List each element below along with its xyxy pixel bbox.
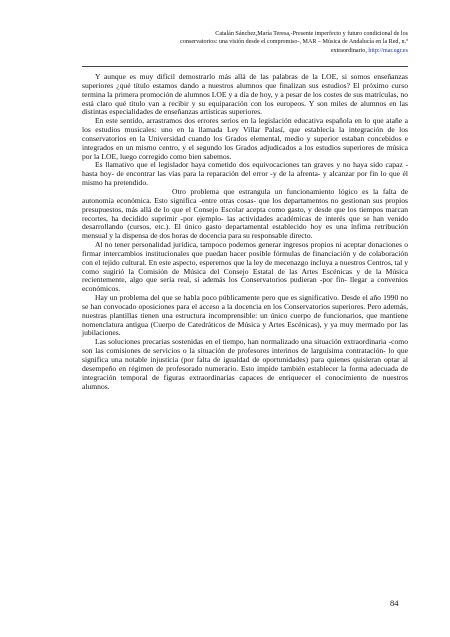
paragraph-4: Otro problema que estrangula un funcionamiento lógico es la falta de autonomía económica. Esto significa -entre otras cosas- que los departamentos no gestionan sus propios presupuestos, más allá de lo que el Consejo Escolar acepta como gasto, y desde que los tiempos marcan recortes, ha decidido suprimir -por ejemplo- las actividades académicas de interés que se han venido desarrollando (cursos, etc.). El único gasto departamental establecido hoy es una ínfima retribución mensual y la dispensa de dos horas de docencia para su responsable directo. — [82, 186, 408, 241]
paragraph-6: Hay un problema del que se habla poco públicamente pero que es significativo. Desde el año 1990 no se han convocado oposiciones para el acceso a la docencia en los Conservatorios superiores. Pero además, nuestras plantillas tienen una estructura incomprensible: un único cuerpo de funcionarios, que mantiene nomenclatura antigua (Cuerpo de Catedráticos de Música y Artes Escénicas), y ya muy mermado por las jubilaciones. — [82, 293, 408, 338]
header-line-3 — [166, 47, 408, 55]
header-line-1: Catalán Sánchez,María Teresa,-Presente imperfecto y futuro condicional de los — [215, 31, 408, 37]
paragraph-7: Las soluciones precarias sostenidas en el tiempo, han normalizado una situación extraordinaria -como son las comisiones de servicios o la situación de profesores interinos de larguísima contratación- lo que significa una notable injusticia (por falta de igualdad de oportunidades) para quienes quisieran optar al desempeño en régimen de profesorado numerario. Esto impide también establecer la forma adecuada de integración temporal de figuras extraordinarias capaces de enriquecer el conocimiento de nuestros alumnos. — [82, 337, 408, 391]
paragraph-5: Al no tener personalidad jurídica, tampoco podemos generar ingresos propios ni aceptar donaciones o firmar intercambios institucionales que puedan hacer posible fórmulas de financiación y de colaboración con el tejido cultural. En este aspecto, esperemos que la ley de mecenazgo incluya a nuestros Centros, tal y como sugirió la Comisión de Música del Consejo Estatal de las Artes Escénicas y de la Música recientemente, algo que sería real, si además los Conservatorios pudieran -por fin- llegar a convenios económicos. — [82, 240, 408, 294]
page-number: 84 — [390, 598, 399, 608]
header-line-2: conservatorios: una visión desde el compromiso-, MAR – Música de Andalucía en la Red, n.º — [180, 39, 408, 46]
article-body — [82, 73, 408, 391]
header-rule — [82, 66, 408, 67]
header-line-3-text: extraordinario, — [330, 47, 369, 54]
journal-link[interactable]: http://mar.ugr.es — [368, 47, 408, 54]
paragraph-2: En este sentido, arrastramos dos errores serios en la legislación educativa española en lo que atañe a los estudios musicales: uno en la llamada Ley Villar Palasí, que establecía la integración de los conservatorios en la Universidad cuando los Grados elemental, medio y superior estaban concebidos e integrados en un mismo centro, y el segundo los Grados adjudicados a los estudios superiores de música por la LOE, luego corregido como bien sabemos. — [82, 116, 408, 161]
paragraph-3: Es llamativo que el legislador haya cometido dos equivocaciones tan graves y no haya sido capaz -hasta hoy- de encontrar las vías para la reparación del error -y de la afrenta- y alcanzar por fin lo que él mismo ha pretendido. — [82, 160, 408, 188]
paragraph-1: Y aunque es muy difícil demostrarlo más allá de las palabras de la LOE, si somos enseñanzas superiores ¿qué título estamos dando a nuestros alumnos que finalizan sus estudios? El próximo curso termina la primera promoción de alumnos LOE y a día de hoy, y a pesar de los costes de sus matrículas, no está claro qué título van a recibir y su equiparación con los europeos. Y son miles de alumnos en las distintas especialidades de enseñanzas artísticas superiores. — [82, 72, 408, 117]
running-header — [166, 30, 408, 55]
